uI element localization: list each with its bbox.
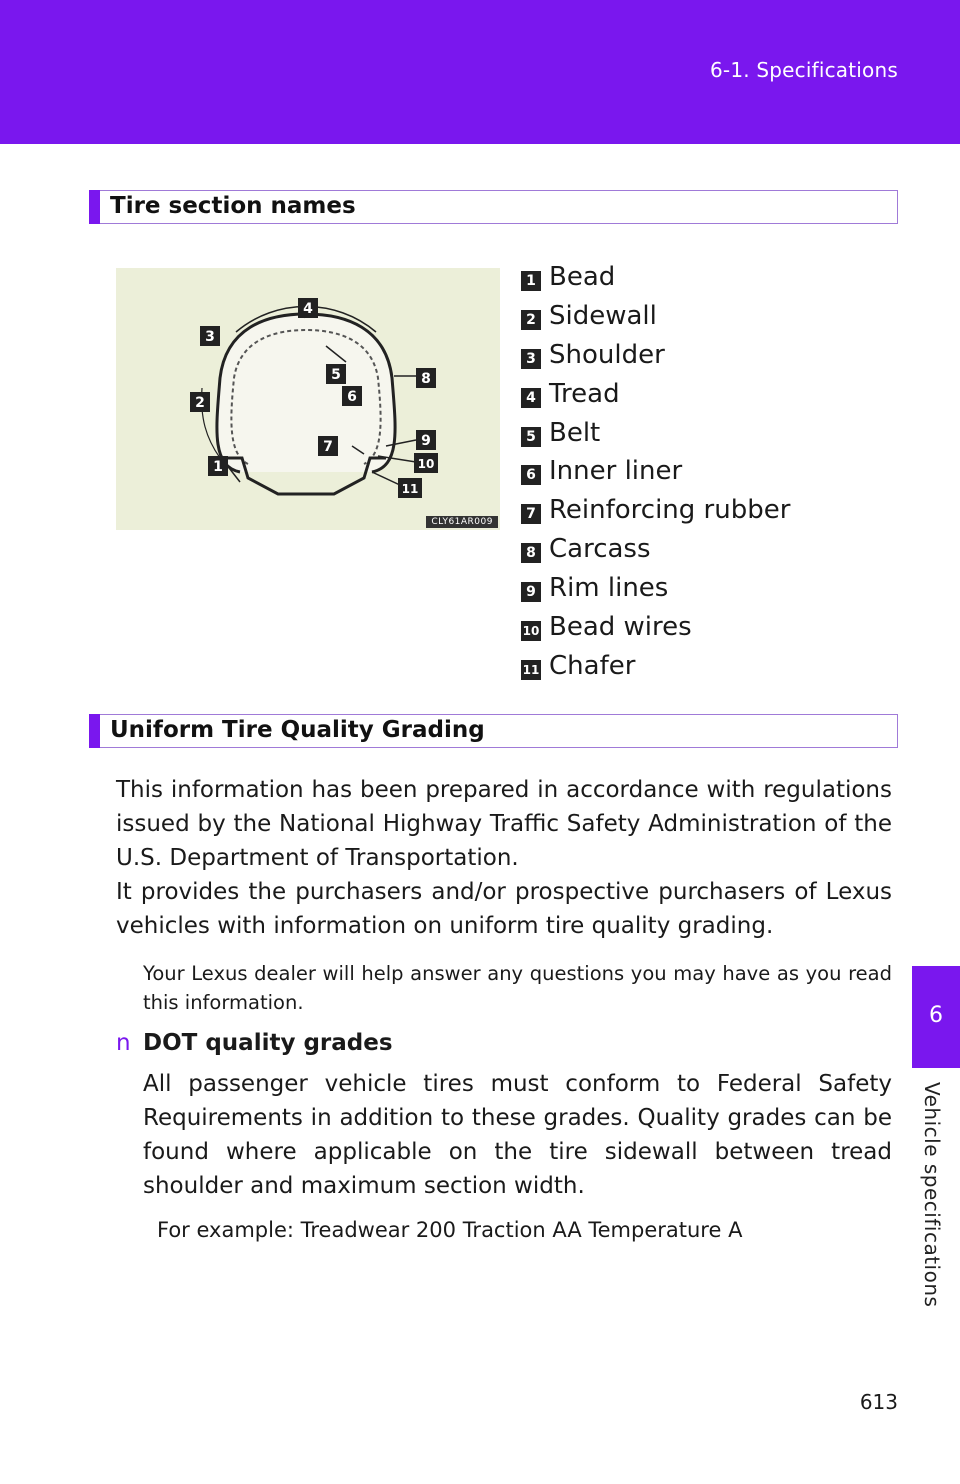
callout-4: 4 <box>303 301 313 317</box>
chapter-label: Vehicle specifications <box>920 1082 944 1308</box>
section-breadcrumb: 6-1. Specifications <box>709 58 898 82</box>
part-label: Bead wires <box>549 612 692 643</box>
part-label: Inner liner <box>549 456 683 487</box>
number-badge: 9 <box>521 582 541 602</box>
number-badge: 2 <box>521 310 541 330</box>
number-badge: 6 <box>521 465 541 485</box>
part-label: Chafer <box>549 650 636 681</box>
grade-example: For example: Treadwear 200 Traction AA Temperature A <box>157 1218 743 1242</box>
section-title: Tire section names <box>110 193 356 219</box>
part-label: Reinforcing rubber <box>549 495 791 526</box>
part-label: Shoulder <box>549 339 665 370</box>
callout-9: 9 <box>421 433 431 449</box>
number-badge: 5 <box>521 427 541 447</box>
part-label: Belt <box>549 417 601 448</box>
tire-outline <box>217 314 395 472</box>
callout-3: 3 <box>205 329 215 345</box>
chapter-tab[interactable]: 6 <box>912 966 960 1068</box>
purpose-paragraph: It provides the purchasers and/or prospective purchasers of Lexus vehicles with information on uniform tire quality grading. <box>116 879 892 939</box>
number-badge: 4 <box>521 388 541 408</box>
number-badge: 10 <box>521 621 541 641</box>
number-badge: 11 <box>521 660 541 680</box>
callout-8: 8 <box>421 371 431 387</box>
callout-11: 11 <box>401 482 419 496</box>
number-badge: 3 <box>521 349 541 369</box>
part-label: Carcass <box>549 534 651 565</box>
part-label: Sidewall <box>549 300 657 331</box>
figure-code: CLY61AR009 <box>426 516 498 528</box>
callout-1: 1 <box>213 459 223 475</box>
section-heading-utqg <box>89 714 898 748</box>
part-label: Bead <box>549 262 616 292</box>
dot-title: DOT quality grades <box>143 1030 393 1056</box>
callout-2: 2 <box>195 395 205 411</box>
dealer-note: Your Lexus dealer will help answer any questions you may have as you read this information. <box>143 962 892 1014</box>
tire-diagram <box>116 268 500 530</box>
intro-paragraph: This information has been prepared in accordance with regulations issued by the National Highway Traffic Safety Administration of the U.S. Department of Transportation. <box>116 777 892 871</box>
number-badge: 8 <box>521 543 541 563</box>
part-label: Tread <box>549 378 620 409</box>
dot-body: All passenger vehicle tires must conform to Federal Safety Requirements in addition to these grades. Quality grades can be found where applicable on the tire sidewall between tread shoulder and maximum section width. <box>143 1071 892 1199</box>
dot-heading <box>116 1030 393 1056</box>
tire-cross-section-figure <box>116 268 500 530</box>
header-band <box>0 0 960 144</box>
heading-accent-bar <box>89 714 100 748</box>
callout-6: 6 <box>347 389 357 405</box>
callout-10: 10 <box>417 457 435 471</box>
callout-7: 7 <box>323 439 333 455</box>
number-badge: 7 <box>521 504 541 524</box>
callout-5: 5 <box>331 367 341 383</box>
section-heading-tire-names <box>89 190 898 224</box>
heading-accent-bar <box>89 190 100 224</box>
section-title: Uniform Tire Quality Grading <box>110 717 485 743</box>
number-badge: 1 <box>521 271 541 291</box>
part-label: Rim lines <box>549 573 669 604</box>
bullet-marker: n <box>116 1030 131 1056</box>
page-number: 613 <box>859 1390 898 1414</box>
